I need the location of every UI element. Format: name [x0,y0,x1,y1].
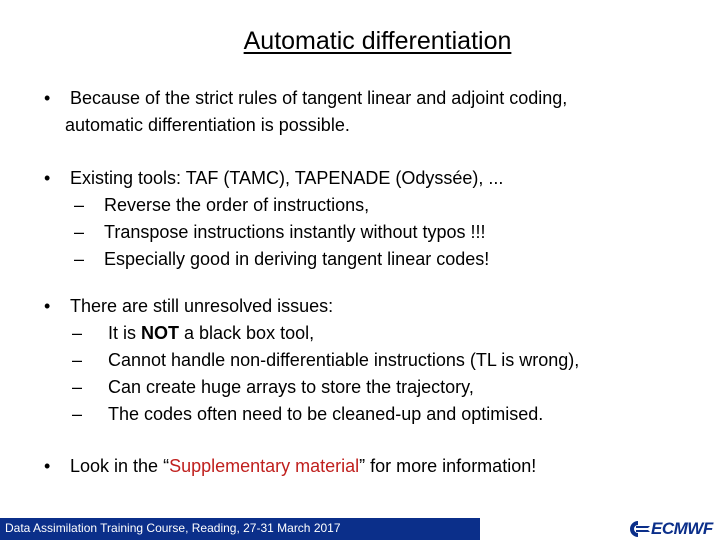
footer-text: Data Assimilation Training Course, Reading, 27-31 March 2017 [5,521,341,535]
sub-item [30,320,690,347]
bullet-3 [30,293,690,428]
footer-bar [0,518,480,540]
sub-item-text: Can create huge arrays to store the trajectory, [108,377,474,397]
bullet-2-text: Existing tools: TAF (TAMC), TAPENADE (Odyssée), ... [70,168,504,188]
sub-item-text: Cannot handle non-differentiable instructions (TL is wrong), [108,350,580,370]
bullet-marker: • [44,88,51,108]
sub-item-text: It is NOT a black box tool, [108,323,315,343]
ecmwf-logo-icon [625,520,651,538]
dash-marker: – [72,350,83,370]
sub-item [30,246,690,273]
dash-marker: – [72,323,83,343]
bullet-4-text: Look in the “Supplementary material” for more information! [70,456,537,476]
dash-marker: – [74,249,85,269]
sub-item-text: Especially good in deriving tangent linear codes! [104,249,490,269]
bullet-1-line1: Because of the strict rules of tangent linear and adjoint coding, [70,88,568,108]
bullet-4 [30,453,690,480]
bullet-1 [30,85,690,139]
bullet-2 [30,165,690,273]
sub-item-text: Transpose instructions instantly without typos !!! [104,222,486,242]
dash-marker: – [72,404,83,424]
bullet-3-text: There are still unresolved issues: [70,296,334,316]
emphasis-not: NOT [141,323,180,343]
sub-item [30,347,690,374]
sub-item-text: Reverse the order of instructions, [104,195,370,215]
logo-text: ECMWF [651,519,713,538]
sub-item [30,374,690,401]
dash-marker: – [74,195,85,215]
bullet-marker: • [44,296,51,316]
sub-item [30,401,690,428]
bullet-marker: • [44,168,51,188]
sub-item [30,219,690,246]
bullet-marker: • [44,456,51,476]
dash-marker: – [72,377,83,397]
sub-item [30,192,690,219]
dash-marker: – [74,222,85,242]
ecmwf-logo [625,519,713,539]
sub-item-text: The codes often need to be cleaned-up and optimised. [108,404,544,424]
supplementary-material-link[interactable]: Supplementary material [169,456,360,476]
slide-title: Automatic differentiation [243,27,512,55]
bullet-1-line2: automatic differentiation is possible. [65,115,350,135]
